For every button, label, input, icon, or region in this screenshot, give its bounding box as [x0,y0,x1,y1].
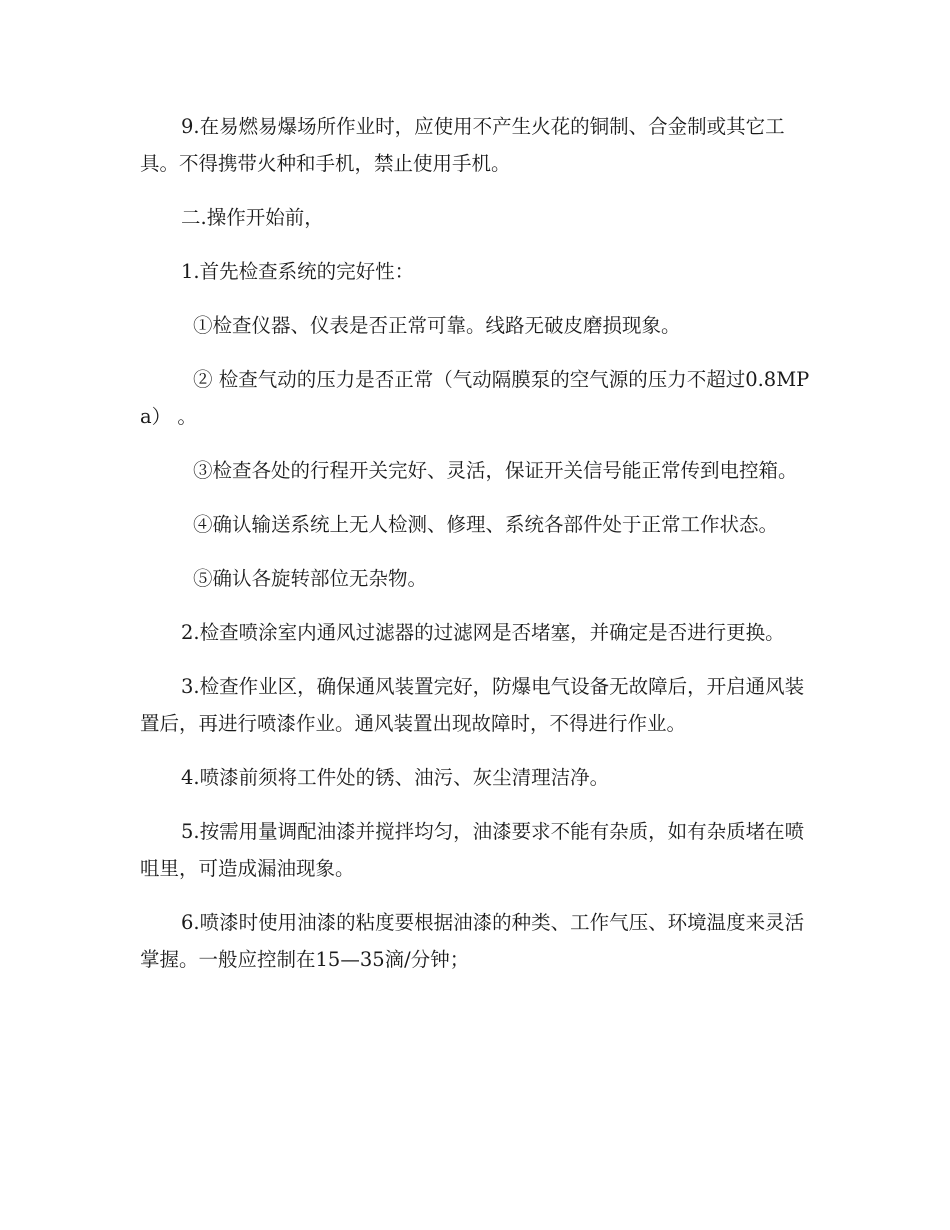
document-body [140,108,812,995]
check-item-4: ④确认输送系统上无人检测、修理、系统各部件处于正常工作状态。 [193,513,779,536]
paragraph-item-1: 1.首先检查系统的完好性： [181,260,415,283]
paragraph-item-6: 6.喷漆时使用油漆的粘度要根据油漆的种类、工作气压、环境温度来灵活掌握。一般应控制在15—35滴/分钟； [140,911,805,971]
section-heading-before-operation: 二.操作开始前， [181,206,324,229]
paragraph-item-4: 4.喷漆前须将工件处的锈、油污、灰尘清理洁净。 [181,766,610,789]
check-item-5: ⑤确认各旋转部位无杂物。 [193,567,428,590]
check-item-3: ③检查各处的行程开关完好、灵活，保证开关信号能正常传到电控箱。 [193,459,798,482]
paragraph-item-5: 5.按需用量调配油漆并搅拌均匀，油漆要求不能有杂质，如有杂质堵在喷咀里，可造成漏油现象。 [140,820,805,880]
paragraph-item-3: 3.检查作业区，确保通风装置完好，防爆电气设备无故障后，开启通风装置后，再进行喷漆作业。通风装置出现故障时，不得进行作业。 [140,675,805,735]
paragraph-item-9: 9.在易燃易爆场所作业时，应使用不产生火花的铜制、合金制或其它工具。不得携带火种和手机，禁止使用手机。 [140,115,785,175]
check-item-1: ①检查仪器、仪表是否正常可靠。线路无破皮磨损现象。 [193,314,681,337]
check-item-2: ② 检查气动的压力是否正常（气动隔膜泵的空气源的压力不超过0.8MPa） 。 [140,368,810,428]
paragraph-item-2: 2.检查喷涂室内通风过滤器的过滤网是否堵塞，并确定是否进行更换。 [181,621,785,644]
